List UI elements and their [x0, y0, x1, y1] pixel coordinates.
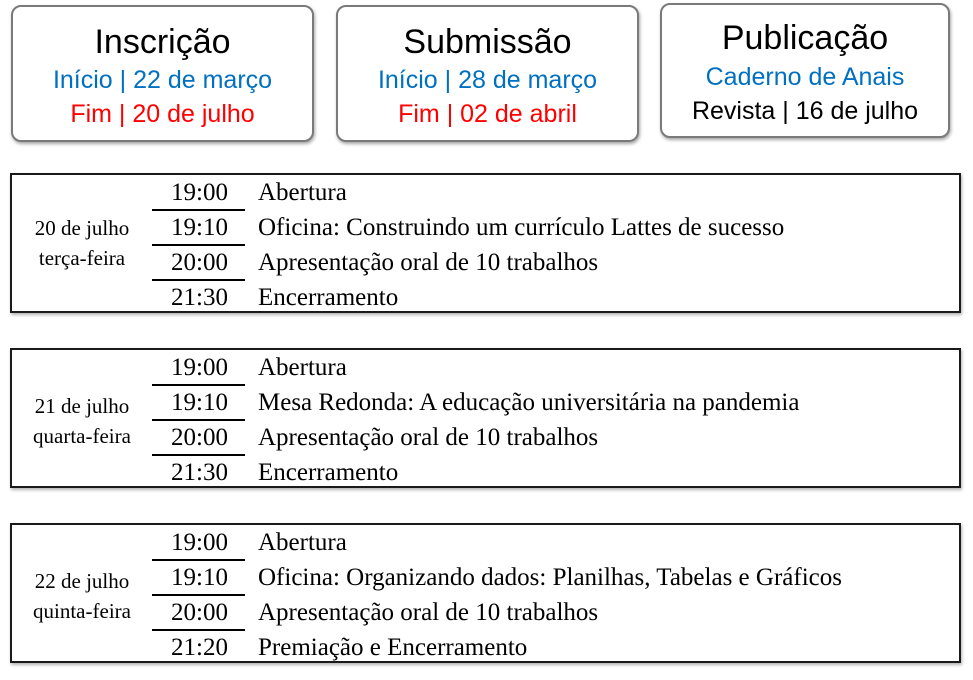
card-title: Inscrição	[94, 23, 231, 61]
row-activity: Apresentação oral de 10 trabalhos	[258, 424, 599, 451]
row-time: 20:00	[171, 424, 228, 451]
schedule-row	[152, 175, 959, 210]
schedule-row	[152, 210, 959, 245]
row-time: 19:00	[171, 179, 228, 206]
schedule-day-2	[10, 348, 961, 488]
row-time: 20:00	[171, 599, 228, 626]
row-time: 19:10	[171, 389, 228, 416]
row-activity: Apresentação oral de 10 trabalhos	[258, 599, 599, 626]
day-date: 22 de julho	[34, 569, 130, 593]
day-weekday: quinta-feira	[33, 599, 131, 623]
day-weekday: quarta-feira	[33, 424, 131, 448]
schedule-row	[152, 560, 959, 595]
schedule-row	[152, 455, 959, 490]
row-time: 20:00	[171, 249, 228, 276]
row-activity: Abertura	[258, 529, 347, 556]
row-time: 21:20	[171, 634, 228, 661]
row-activity: Oficina: Construindo um currículo Lattes de sucesso	[258, 214, 785, 241]
schedule-row	[152, 350, 959, 385]
row-time: 19:00	[171, 354, 228, 381]
row-activity: Apresentação oral de 10 trabalhos	[258, 249, 599, 276]
row-activity: Encerramento	[258, 284, 399, 311]
row-activity: Premiação e Encerramento	[258, 634, 528, 661]
row-time: 21:30	[171, 284, 228, 311]
row-time: 19:00	[171, 529, 228, 556]
schedule-row	[152, 420, 959, 455]
schedule-row	[152, 245, 959, 280]
card-submissao	[336, 5, 639, 142]
schedule-row	[152, 630, 959, 665]
card-end-date: Fim | 20 de julho	[70, 100, 255, 128]
row-activity: Abertura	[258, 179, 347, 206]
card-publicacao	[660, 3, 950, 138]
row-time: 21:30	[171, 459, 228, 486]
schedule-row	[152, 385, 959, 420]
schedule-row	[152, 525, 959, 560]
row-time: 19:10	[171, 214, 228, 241]
card-inscricao	[11, 5, 314, 142]
row-activity: Abertura	[258, 354, 347, 381]
day-date: 21 de julho	[34, 394, 130, 418]
card-title: Submissão	[403, 23, 572, 61]
card-end-date: Fim | 02 de abril	[398, 100, 577, 128]
schedule-day-1	[10, 173, 961, 313]
schedule-row	[152, 595, 959, 630]
card-revista-date: Revista | 16 de julho	[691, 97, 919, 125]
schedule-row	[152, 280, 959, 315]
card-anais: Caderno de Anais	[705, 63, 905, 91]
row-activity: Encerramento	[258, 459, 399, 486]
card-start-date: Início | 28 de março	[377, 66, 598, 94]
schedule-day-3	[10, 523, 961, 663]
row-activity: Mesa Redonda: A educação universitária na pandemia	[258, 389, 800, 416]
row-time: 19:10	[171, 564, 228, 591]
row-activity: Oficina: Organizando dados: Planilhas, Tabelas e Gráficos	[258, 564, 842, 591]
card-start-date: Início | 22 de março	[52, 66, 273, 94]
day-date: 20 de julho	[34, 216, 130, 240]
card-title: Publicação	[721, 19, 889, 57]
day-weekday: terça-feira	[38, 246, 126, 270]
